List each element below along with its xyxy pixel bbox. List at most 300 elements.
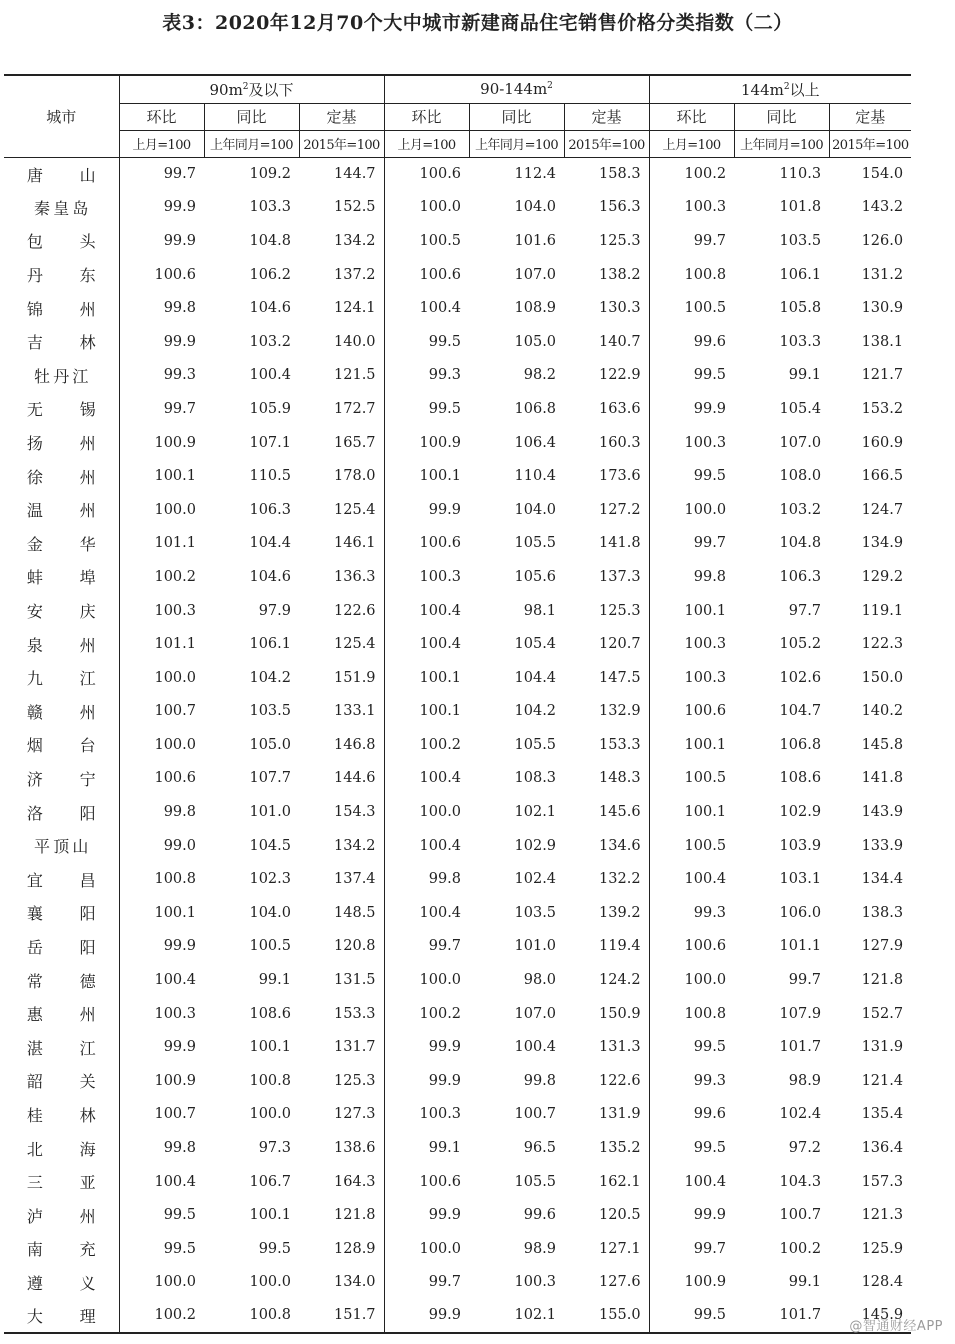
index-value: 103.2 <box>249 333 291 350</box>
index-value: 132.2 <box>599 871 641 888</box>
index-value: 125.3 <box>334 1072 376 1089</box>
index-value: 103.5 <box>779 232 822 249</box>
city-name: 烟台 <box>26 736 133 756</box>
base-header: 2015年=100 <box>299 130 384 157</box>
index-value: 99.9 <box>384 1030 469 1064</box>
index-value: 100.5 <box>249 938 291 955</box>
sub-header: 定基 <box>829 103 911 130</box>
index-value: 131.2 <box>861 266 904 283</box>
index-value: 100.4 <box>514 1039 557 1056</box>
index-value: 100.6 <box>384 1165 469 1199</box>
index-value: 100.6 <box>384 258 469 292</box>
index-value: 100.5 <box>649 762 734 796</box>
city-name: 丹东 <box>26 266 133 286</box>
city-cell <box>4 963 133 997</box>
index-value: 104.6 <box>249 300 291 317</box>
index-value: 100.8 <box>249 1072 291 1089</box>
table-row <box>4 594 911 628</box>
index-value: 99.8 <box>119 291 204 325</box>
index-value: 99.9 <box>119 224 204 258</box>
index-value: 104.3 <box>779 1173 822 1190</box>
index-value: 100.9 <box>119 1064 204 1098</box>
city-name: 桂林 <box>26 1105 133 1125</box>
index-value: 125.3 <box>599 232 641 249</box>
index-value: 105.5 <box>514 535 557 552</box>
index-value: 100.3 <box>119 997 204 1031</box>
table-title: 表3：2020年12月70个大中城市新建商品住宅销售价格分类指数（二） <box>162 12 793 34</box>
index-value: 99.8 <box>119 795 204 829</box>
base-header: 2015年=100 <box>564 130 649 157</box>
table-row <box>4 359 911 393</box>
index-value: 153.3 <box>599 736 641 753</box>
index-value: 100.0 <box>384 191 469 225</box>
city-name: 牡丹江 <box>34 366 92 386</box>
city-name: 宜昌 <box>26 870 133 890</box>
index-value: 106.4 <box>514 434 557 451</box>
index-value: 105.8 <box>779 300 822 317</box>
index-value: 101.1 <box>119 527 204 561</box>
group-header-large: $144m^2$以上 <box>649 75 911 103</box>
index-value: 122.9 <box>599 367 641 384</box>
city-name: 锦州 <box>26 299 133 319</box>
index-value: 165.7 <box>334 434 376 451</box>
index-value: 100.4 <box>384 896 469 930</box>
index-value: 102.4 <box>779 1106 822 1123</box>
index-value: 100.8 <box>119 862 204 896</box>
index-value: 103.3 <box>249 199 291 216</box>
index-value: 110.4 <box>514 468 557 485</box>
index-value: 100.4 <box>249 367 291 384</box>
index-value: 104.8 <box>249 232 291 249</box>
index-value: 134.4 <box>861 871 904 888</box>
index-value: 96.5 <box>523 1140 557 1157</box>
index-value: 119.4 <box>599 938 641 955</box>
index-value: 99.8 <box>384 862 469 896</box>
index-value: 125.3 <box>599 602 641 619</box>
table-row <box>4 1131 911 1165</box>
table-row <box>4 1232 911 1266</box>
index-value: 108.0 <box>779 468 822 485</box>
index-value: 164.3 <box>334 1173 376 1190</box>
city-name: 洛阳 <box>26 803 133 823</box>
index-value: 108.9 <box>514 300 557 317</box>
index-value: 151.9 <box>334 669 376 686</box>
table-row <box>4 1198 911 1232</box>
index-value: 121.3 <box>861 1207 904 1224</box>
table-row <box>4 1299 911 1333</box>
index-value: 147.5 <box>599 669 641 686</box>
index-value: 100.1 <box>249 1207 291 1224</box>
index-value: 137.2 <box>334 266 376 283</box>
index-value: 100.4 <box>384 594 469 628</box>
index-value: 99.7 <box>119 157 204 191</box>
index-value: 104.7 <box>779 703 822 720</box>
index-value: 137.4 <box>334 871 376 888</box>
index-value: 148.3 <box>599 770 641 787</box>
base-header: 上年同月=100 <box>469 130 564 157</box>
index-value: 124.7 <box>861 501 904 518</box>
index-value: 105.6 <box>514 568 557 585</box>
index-value: 100.3 <box>514 1274 557 1291</box>
index-value: 121.5 <box>334 367 376 384</box>
index-value: 134.9 <box>861 535 904 552</box>
index-value: 99.7 <box>119 392 204 426</box>
index-value: 104.0 <box>514 501 557 518</box>
index-value: 105.5 <box>514 1173 557 1190</box>
city-name: 惠州 <box>26 1005 133 1025</box>
index-value: 146.8 <box>334 736 376 753</box>
city-column-header: 城市 <box>4 75 119 157</box>
index-value: 97.9 <box>258 602 291 619</box>
index-value: 102.1 <box>469 1299 564 1333</box>
city-name: 赣州 <box>26 702 133 722</box>
city-cell <box>4 291 133 325</box>
index-value: 108.6 <box>249 1005 291 1022</box>
index-value: 106.0 <box>779 904 822 921</box>
index-value: 110.3 <box>779 166 822 183</box>
index-value: 100.0 <box>119 728 204 762</box>
table-row <box>4 325 911 359</box>
city-cell <box>4 1098 133 1132</box>
index-value: 136.4 <box>861 1140 904 1157</box>
index-value: 100.9 <box>649 1266 734 1300</box>
index-value: 103.5 <box>249 703 291 720</box>
index-value: 133.9 <box>861 837 904 854</box>
index-value: 160.9 <box>861 434 904 451</box>
city-cell <box>4 392 133 426</box>
table-row <box>4 695 911 729</box>
index-value: 138.3 <box>861 904 904 921</box>
index-value: 98.9 <box>788 1072 822 1089</box>
index-value: 99.5 <box>649 1299 734 1333</box>
index-value: 100.8 <box>204 1299 299 1333</box>
table-row <box>4 627 911 661</box>
index-value: 100.4 <box>119 963 204 997</box>
index-value: 97.2 <box>788 1140 822 1157</box>
index-value: 143.2 <box>861 199 904 216</box>
index-value: 104.6 <box>249 568 291 585</box>
index-value: 153.2 <box>861 400 904 417</box>
sub-header: 同比 <box>204 103 299 130</box>
index-value: 148.5 <box>334 904 376 921</box>
table-row <box>4 762 911 796</box>
index-value: 99.9 <box>119 325 204 359</box>
index-value: 99.5 <box>384 392 469 426</box>
index-value: 141.8 <box>861 770 904 787</box>
index-value: 99.3 <box>649 1064 734 1098</box>
index-value: 145.8 <box>861 736 904 753</box>
city-cell <box>4 762 133 796</box>
city-cell <box>4 527 133 561</box>
index-value: 99.7 <box>649 527 734 561</box>
index-value: 98.0 <box>523 972 557 989</box>
city-name: 南充 <box>26 1240 133 1260</box>
index-value: 99.9 <box>384 493 469 527</box>
index-value: 99.5 <box>119 1198 204 1232</box>
index-value: 98.9 <box>523 1240 557 1257</box>
index-value: 120.7 <box>599 636 641 653</box>
city-cell <box>4 191 119 225</box>
index-value: 99.9 <box>119 1030 204 1064</box>
city-cell <box>4 829 119 863</box>
index-value: 124.1 <box>334 300 376 317</box>
table-row <box>4 997 911 1031</box>
index-value: 99.6 <box>649 1098 734 1132</box>
index-value: 139.2 <box>599 904 641 921</box>
index-value: 101.6 <box>514 232 557 249</box>
sub-header: 同比 <box>469 103 564 130</box>
index-value: 104.2 <box>514 703 557 720</box>
index-value: 99.7 <box>649 1232 734 1266</box>
index-value: 152.5 <box>334 199 376 216</box>
index-value: 155.0 <box>564 1299 649 1333</box>
index-value: 125.4 <box>334 501 376 518</box>
index-value: 103.5 <box>514 904 557 921</box>
index-value: 104.5 <box>249 837 291 854</box>
index-value: 127.3 <box>334 1106 376 1123</box>
index-value: 100.0 <box>249 1274 291 1291</box>
city-cell <box>4 359 119 393</box>
index-value: 98.2 <box>523 367 557 384</box>
city-cell <box>4 1232 133 1266</box>
city-name: 徐州 <box>26 467 133 487</box>
city-cell <box>4 627 133 661</box>
index-value: 131.7 <box>334 1039 376 1056</box>
table-row <box>4 224 911 258</box>
city-name: 吉林 <box>26 333 133 353</box>
index-value: 145.6 <box>599 804 641 821</box>
city-cell <box>4 560 133 594</box>
index-value: 119.1 <box>861 602 904 619</box>
index-value: 101.8 <box>779 199 822 216</box>
index-value: 100.3 <box>384 1098 469 1132</box>
city-name: 泸州 <box>26 1206 133 1226</box>
index-value: 124.2 <box>599 972 641 989</box>
index-value: 101.7 <box>779 1039 822 1056</box>
index-value: 101.1 <box>119 627 204 661</box>
index-value: 107.7 <box>249 770 291 787</box>
sub-header: 环比 <box>119 103 204 130</box>
index-value: 107.9 <box>779 1005 822 1022</box>
index-value: 100.6 <box>384 157 469 191</box>
index-value: 160.3 <box>599 434 641 451</box>
index-value: 101.0 <box>514 938 557 955</box>
city-name: 蚌埠 <box>26 568 133 588</box>
index-value: 101.0 <box>249 804 291 821</box>
index-value: 134.0 <box>334 1274 376 1291</box>
index-value: 99.8 <box>119 1131 204 1165</box>
watermark: @智通财经APP <box>849 1319 943 1334</box>
index-value: 131.5 <box>334 972 376 989</box>
index-value: 99.3 <box>119 359 204 393</box>
city-name: 泉州 <box>26 635 133 655</box>
index-value: 121.4 <box>861 1072 904 1089</box>
index-value: 99.9 <box>384 1198 469 1232</box>
index-value: 125.4 <box>334 636 376 653</box>
index-value: 133.1 <box>334 703 376 720</box>
city-cell <box>4 224 133 258</box>
index-value: 158.3 <box>599 166 641 183</box>
index-value: 107.1 <box>249 434 291 451</box>
city-name: 三亚 <box>26 1173 133 1193</box>
index-value: 103.1 <box>779 871 822 888</box>
index-value: 99.3 <box>384 359 469 393</box>
index-value: 100.4 <box>384 829 469 863</box>
table-row <box>4 795 911 829</box>
city-cell <box>4 1266 133 1300</box>
index-value: 100.0 <box>119 661 204 695</box>
index-value: 134.6 <box>599 837 641 854</box>
index-value: 100.4 <box>384 627 469 661</box>
index-value: 100.1 <box>119 459 204 493</box>
index-value: 106.3 <box>779 568 822 585</box>
index-value: 105.0 <box>249 736 291 753</box>
index-value: 100.2 <box>779 1240 822 1257</box>
index-value: 99.5 <box>649 459 734 493</box>
index-value: 132.9 <box>599 703 641 720</box>
sub-header: 环比 <box>384 103 469 130</box>
index-value: 102.9 <box>514 837 557 854</box>
city-name: 大理 <box>26 1306 133 1326</box>
index-value: 100.7 <box>779 1207 822 1224</box>
index-value: 163.6 <box>599 400 641 417</box>
index-value: 122.6 <box>599 1072 641 1089</box>
index-value: 150.0 <box>861 669 904 686</box>
index-value: 100.2 <box>119 560 204 594</box>
index-value: 100.0 <box>649 963 734 997</box>
index-value: 100.8 <box>649 997 734 1031</box>
index-value: 108.6 <box>779 770 822 787</box>
index-value: 121.7 <box>861 367 904 384</box>
city-cell <box>4 728 133 762</box>
table-row <box>4 392 911 426</box>
base-header: 2015年=100 <box>829 130 911 157</box>
index-value: 172.7 <box>334 400 376 417</box>
price-index-table <box>4 74 911 1334</box>
index-value: 100.7 <box>119 695 204 729</box>
index-value: 162.1 <box>599 1173 641 1190</box>
index-value: 106.2 <box>249 266 291 283</box>
city-cell <box>4 594 133 628</box>
index-value: 102.9 <box>779 804 822 821</box>
index-value: 153.3 <box>334 1005 376 1022</box>
base-header: 上年同月=100 <box>204 130 299 157</box>
group-header-medium: $90-144m^2$ <box>384 75 649 103</box>
index-value: 100.7 <box>119 1098 204 1132</box>
index-value: 100.1 <box>384 661 469 695</box>
index-value: 100.0 <box>384 963 469 997</box>
index-value: 100.1 <box>249 1039 291 1056</box>
index-value: 97.7 <box>788 602 822 619</box>
index-value: 103.9 <box>779 837 822 854</box>
index-value: 100.8 <box>649 258 734 292</box>
index-value: 107.0 <box>514 1005 557 1022</box>
index-value: 100.0 <box>119 493 204 527</box>
index-value: 105.9 <box>249 400 291 417</box>
city-name: 韶关 <box>26 1072 133 1092</box>
index-value: 100.5 <box>649 291 734 325</box>
index-value: 100.1 <box>384 695 469 729</box>
index-value: 100.6 <box>649 930 734 964</box>
index-value: 100.3 <box>649 661 734 695</box>
index-value: 154.3 <box>334 804 376 821</box>
city-name: 唐山 <box>26 165 133 185</box>
index-value: 100.3 <box>649 191 734 225</box>
index-value: 127.2 <box>599 501 641 518</box>
city-name: 湛江 <box>26 1038 133 1058</box>
index-value: 104.8 <box>779 535 822 552</box>
city-cell <box>4 157 133 191</box>
index-value: 127.1 <box>599 1240 641 1257</box>
index-value: 99.1 <box>788 367 822 384</box>
index-value: 99.5 <box>649 1131 734 1165</box>
index-value: 99.5 <box>258 1240 291 1257</box>
index-value: 106.8 <box>779 736 822 753</box>
index-value: 98.1 <box>523 602 557 619</box>
city-cell <box>4 459 133 493</box>
city-cell <box>4 795 133 829</box>
index-value: 131.9 <box>861 1039 904 1056</box>
city-cell <box>4 661 133 695</box>
base-header: 上月=100 <box>384 130 469 157</box>
index-value: 99.9 <box>384 1299 469 1333</box>
index-value: 144.7 <box>334 166 376 183</box>
index-value: 122.6 <box>334 602 376 619</box>
index-value: 120.5 <box>599 1207 641 1224</box>
index-value: 100.1 <box>649 728 734 762</box>
index-value: 128.4 <box>861 1274 904 1291</box>
table-row <box>4 191 911 225</box>
city-cell <box>4 1131 133 1165</box>
index-value: 100.5 <box>649 829 734 863</box>
index-value: 102.3 <box>249 871 291 888</box>
index-value: 102.4 <box>514 871 557 888</box>
index-value: 100.2 <box>384 728 469 762</box>
table-row <box>4 1165 911 1199</box>
index-value: 134.2 <box>334 232 376 249</box>
index-value: 137.3 <box>599 568 641 585</box>
table-row <box>4 291 911 325</box>
index-value: 109.2 <box>249 166 291 183</box>
index-value: 99.8 <box>649 560 734 594</box>
index-value: 100.4 <box>649 1165 734 1199</box>
city-cell <box>4 1299 133 1333</box>
city-name: 安庆 <box>26 602 133 622</box>
index-value: 102.6 <box>779 669 822 686</box>
index-value: 134.2 <box>334 837 376 854</box>
index-value: 104.0 <box>249 904 291 921</box>
index-value: 100.0 <box>249 1106 291 1123</box>
index-value: 104.0 <box>514 199 557 216</box>
city-name: 温州 <box>26 501 133 521</box>
city-name: 九江 <box>26 669 133 689</box>
index-value: 127.6 <box>599 1274 641 1291</box>
sub-header: 定基 <box>299 103 384 130</box>
index-value: 103.3 <box>779 333 822 350</box>
index-value: 99.5 <box>384 325 469 359</box>
index-value: 100.1 <box>119 896 204 930</box>
index-value: 110.5 <box>249 468 291 485</box>
index-value: 146.1 <box>334 535 376 552</box>
index-value: 100.2 <box>119 1299 204 1333</box>
index-value: 100.4 <box>119 1165 204 1199</box>
index-value: 107.0 <box>514 266 557 283</box>
index-value: 99.1 <box>258 972 291 989</box>
table-row <box>4 1064 911 1098</box>
table-row <box>4 930 911 964</box>
city-name: 扬州 <box>26 434 133 454</box>
city-cell <box>4 426 133 460</box>
